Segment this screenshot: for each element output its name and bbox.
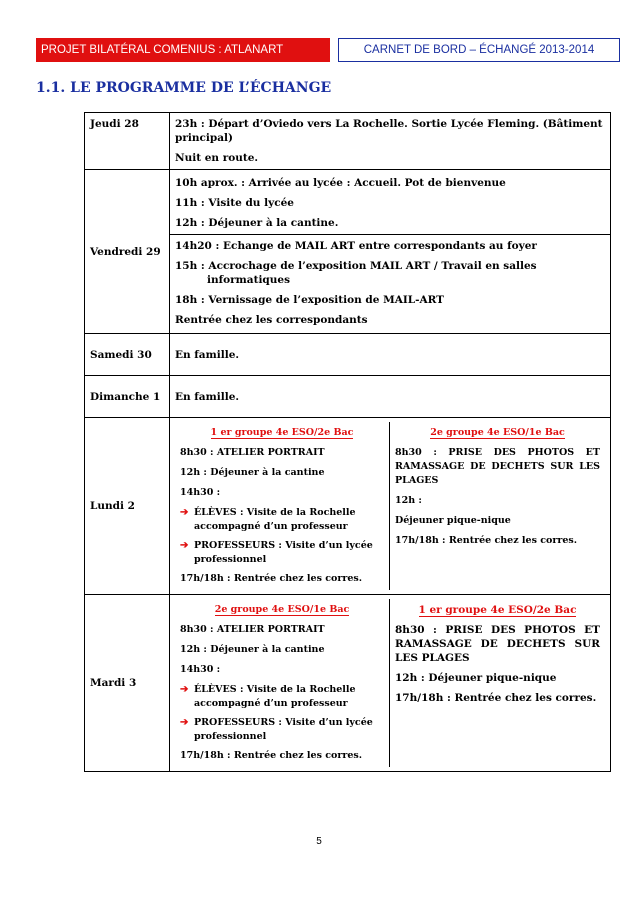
activity-line: 12h : Déjeuner pique-nique — [395, 672, 557, 684]
bullet-item: ➔ ÉLÈVES : Visite de la Rochelle accompagné d’un professeur — [180, 684, 356, 709]
row-lundi — [85, 418, 611, 595]
activity-line: 8h30 : PRISE DES PHOTOS ET RAMASSAGE DE DECHETS SUR LES PLAGES — [395, 447, 600, 486]
activity-line: 14h30 : — [180, 664, 221, 675]
red-arrow-icon: ➔ — [180, 540, 189, 551]
activity-line: 11h : Visite du lycée — [175, 197, 294, 209]
bullet-item: ➔ ÉLÈVES : Visite de la Rochelle accompagné d’un professeur — [180, 507, 356, 532]
group-column-left — [175, 422, 390, 590]
red-arrow-icon: ➔ — [180, 717, 189, 728]
group-heading: 2e groupe 4e ESO/1e Bac — [430, 427, 565, 438]
activity-line — [175, 259, 605, 287]
activity-line: 8h30 : PRISE DES PHOTOS ET RAMASSAGE DE DECHETS SUR LES PLAGES — [395, 624, 600, 664]
activity-cell — [170, 418, 611, 595]
activity-cell: En famille. — [170, 334, 611, 376]
activity-line: 17h/18h : Rentrée chez les corres. — [180, 750, 363, 761]
activity-line: 23h : Départ d’Oviedo vers La Rochelle. Sortie Lycée Fleming. (Bâtiment principal) — [175, 118, 603, 144]
activity-line: 14h30 : — [180, 487, 221, 498]
afternoon-block — [170, 235, 610, 333]
activity-line: Rentrée chez les correspondants — [175, 314, 368, 326]
red-arrow-icon: ➔ — [180, 684, 189, 695]
row-vendredi — [85, 170, 611, 334]
group-column-right — [390, 599, 605, 767]
activity-line: 12h : — [395, 495, 422, 506]
activity-line: 17h/18h : Rentrée chez les corres. — [180, 573, 363, 584]
day-cell: Jeudi 28 — [85, 113, 170, 170]
red-arrow-icon: ➔ — [180, 507, 189, 518]
day-cell: Vendredi 29 — [85, 170, 170, 334]
group-heading: 2e groupe 4e ESO/1e Bac — [214, 604, 350, 615]
activity-line: 12h : Déjeuner à la cantine. — [175, 217, 339, 229]
morning-block — [170, 170, 610, 235]
activity-line: 10h aprox. : Arrivée au lycée : Accueil. Pot de bienvenue — [175, 177, 506, 189]
row-jeudi — [85, 113, 611, 170]
group-heading: 1 er groupe 4e ESO/2e Bac — [210, 427, 354, 438]
activity-line: 8h30 : ATELIER PORTRAIT — [180, 447, 325, 458]
activity-line-part: informatiques — [207, 274, 290, 286]
activity-line: 12h : Déjeuner à la cantine — [180, 467, 325, 478]
section-title: 1.1. LE PROGRAMME DE L’ÉCHANGE — [36, 80, 332, 96]
activity-line: 17h/18h : Rentrée chez les corres. — [395, 692, 597, 704]
activity-line: 8h30 : ATELIER PORTRAIT — [180, 624, 325, 635]
activity-line: Nuit en route. — [175, 152, 259, 164]
header-project-title: PROJET BILATÉRAL COMENIUS : ATLANART — [36, 38, 330, 62]
day-cell: Lundi 2 — [85, 418, 170, 595]
day-cell: Mardi 3 — [85, 595, 170, 772]
activity-cell: En famille. — [170, 376, 611, 418]
activity-line-part: 15h : Accrochage de l’exposition MAIL ART / Travail en salles — [175, 260, 537, 272]
activity-line: 18h : Vernissage de l’exposition de MAIL-ART — [175, 294, 444, 306]
page-number: 5 — [316, 836, 322, 847]
day-cell: Samedi 30 — [85, 334, 170, 376]
bullet-item: ➔ PROFESSEURS : Visite d’un lycée professionnel — [180, 717, 373, 742]
row-mardi — [85, 595, 611, 772]
activity-line: 12h : Déjeuner à la cantine — [180, 644, 325, 655]
activity-line: 17h/18h : Rentrée chez les corres. — [395, 535, 578, 546]
group-columns — [175, 599, 605, 767]
group-columns — [175, 422, 605, 590]
activity-cell — [170, 595, 611, 772]
program-table — [84, 112, 611, 772]
row-dimanche — [85, 376, 611, 418]
group-heading: 1 er groupe 4e ESO/2e Bac — [418, 604, 577, 616]
activity-line: Déjeuner pique-nique — [395, 515, 511, 526]
group-column-right — [390, 422, 605, 590]
row-samedi — [85, 334, 611, 376]
activity-cell — [170, 170, 611, 334]
activity-line: 14h20 : Echange de MAIL ART entre correspondants au foyer — [175, 240, 537, 252]
header-logbook-title: CARNET DE BORD – ÉCHANGÉ 2013-2014 — [338, 38, 620, 62]
bullet-item: ➔ PROFESSEURS : Visite d’un lycée professionnel — [180, 540, 373, 565]
activity-cell — [170, 113, 611, 170]
group-column-left — [175, 599, 390, 767]
day-cell: Dimanche 1 — [85, 376, 170, 418]
